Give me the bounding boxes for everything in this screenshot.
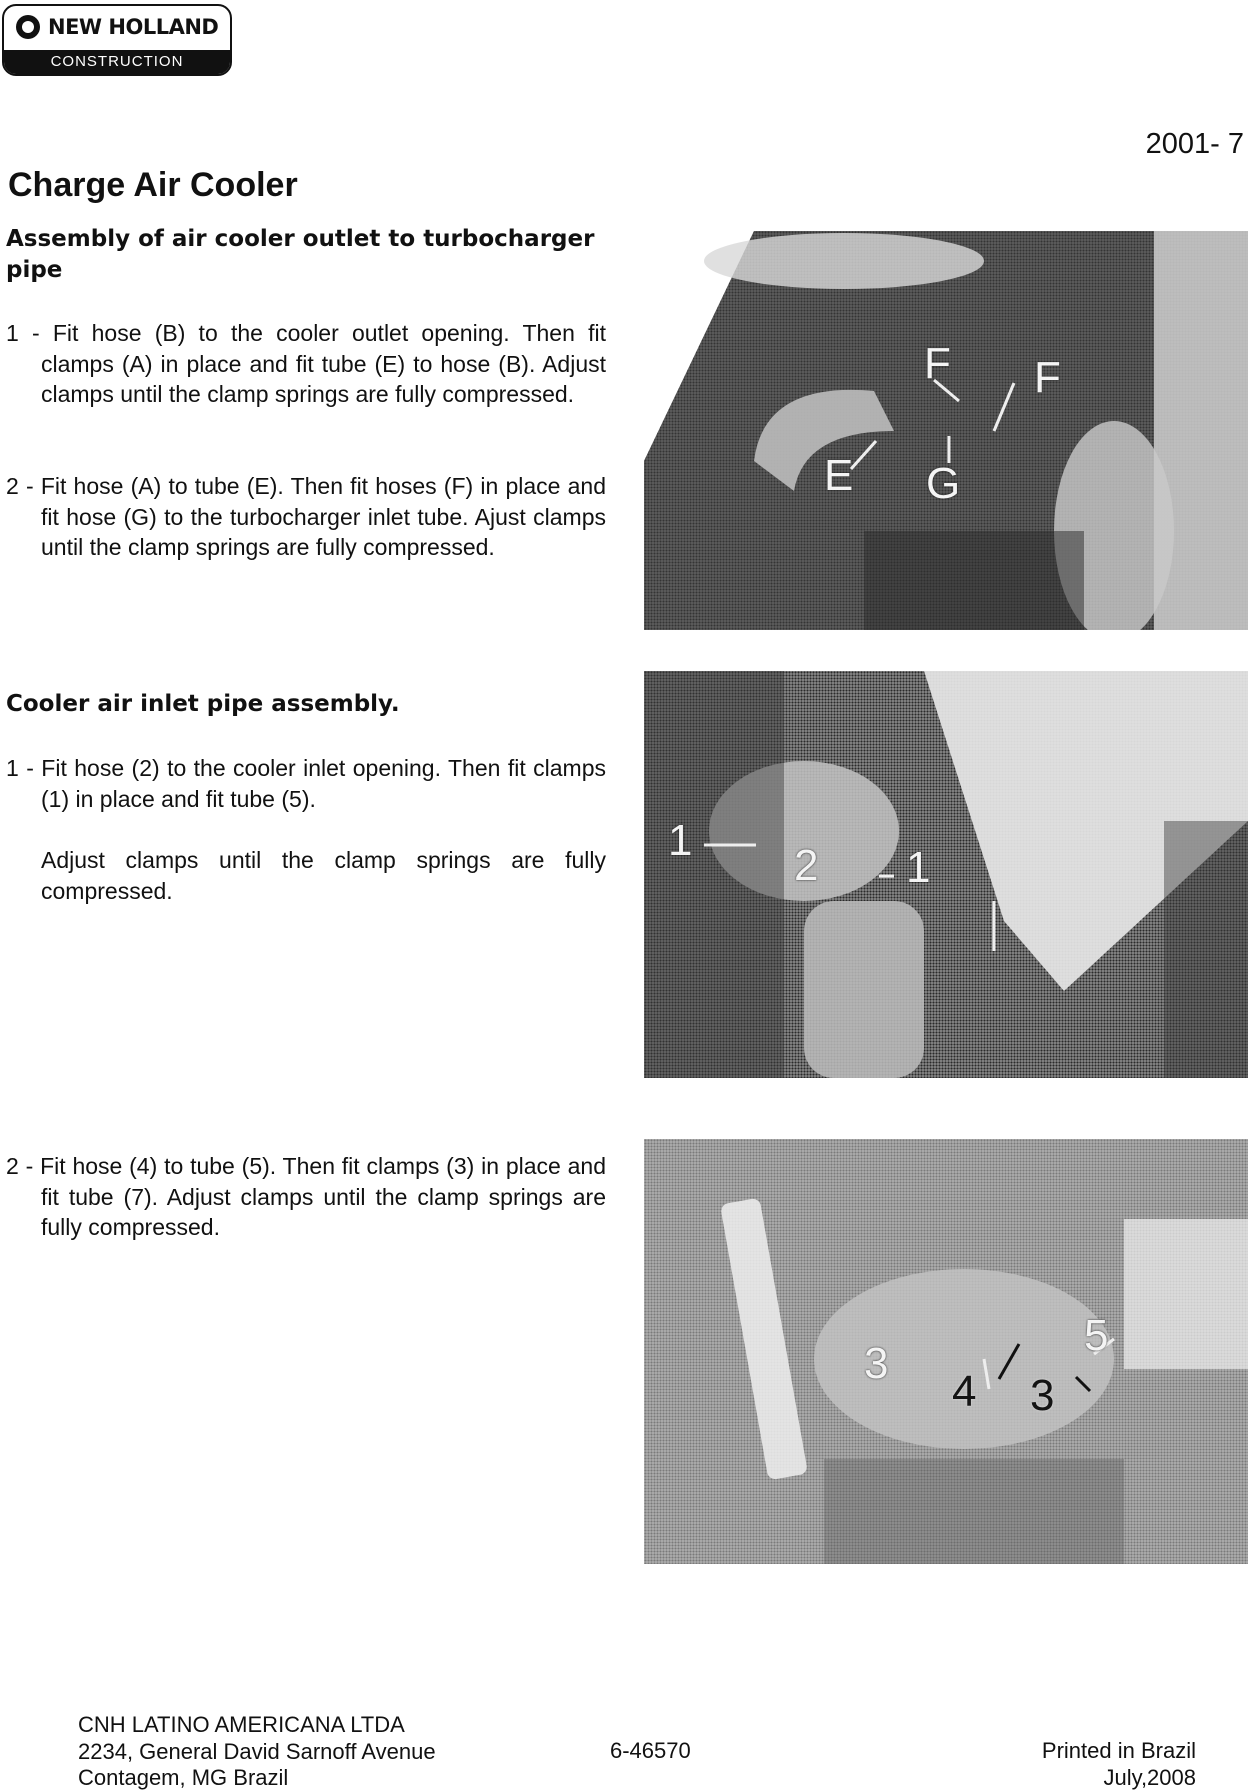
new-holland-logo <box>2 4 232 76</box>
photo-inlet-pipe <box>644 671 1248 1078</box>
photo-tube-assembly-shapes <box>644 1139 1248 1564</box>
step-outlet-1: 1 - Fit hose (B) to the cooler outlet opening. Then fit clamps (A) in place and fit tube (E) to hose (B). Adjust clamps until the clamp springs are fully compressed. <box>6 320 606 408</box>
step-outlet-2: 2 - Fit hose (A) to tube (E). Then fit hoses (F) in place and fit hose (G) to the turbocharger inlet tube. Ajust clamps until the clamp springs are fully compressed. <box>6 473 606 561</box>
step-inlet-2: 2 - Fit hose (4) to tube (5). Then fit clamps (3) in place and fit tube (7). Adjust clamps until the clamp springs are fully compressed. <box>6 1153 606 1241</box>
step-inlet-adjust: Adjust clamps until the clamp springs are fully compressed. <box>41 847 606 904</box>
callout-g: G <box>926 459 961 508</box>
section-heading-inlet-pipe: Cooler air inlet pipe assembly. <box>6 691 400 717</box>
brand-name: NEW HOLLAND <box>48 15 219 39</box>
photo-outlet-pipe <box>644 231 1248 630</box>
photo-outlet-pipe-shapes <box>644 231 1248 630</box>
footer-print-block <box>1042 1738 1196 1791</box>
photo-tube-assembly <box>644 1139 1248 1564</box>
callout-1-left: 1 <box>668 816 693 865</box>
page-number: 2001- 7 <box>1145 128 1244 160</box>
footer-company: CNH LATINO AMERICANA LTDA <box>78 1712 405 1737</box>
callout-5: 5 <box>1084 1311 1109 1360</box>
footer-printed: Printed in Brazil <box>1041 1738 1196 1763</box>
callout-1-right: 1 <box>906 843 931 892</box>
footer-company-block <box>78 1712 436 1792</box>
callout-2: 2 <box>794 841 819 890</box>
callout-3-right: 3 <box>1030 1371 1055 1420</box>
callout-3-left: 3 <box>864 1339 889 1388</box>
callout-4: 4 <box>952 1367 977 1416</box>
footer-city: Contagem, MG Brazil <box>78 1765 289 1790</box>
callout-e: E <box>824 451 854 500</box>
callout-f-1: F <box>924 339 951 388</box>
footer-date: July,2008 <box>1103 1764 1196 1790</box>
section-heading-outlet-pipe: Assembly of air cooler outlet to turbocharger pipe <box>6 226 595 283</box>
page-title: Charge Air Cooler <box>8 166 298 204</box>
step-inlet-1: 1 - Fit hose (2) to the cooler inlet opening. Then fit clamps (1) in place and fit tube (5). <box>6 755 606 812</box>
footer-doc-number: 6-46570 <box>610 1738 691 1763</box>
footer-address: 2234, General David Sarnoff Avenue <box>78 1738 436 1764</box>
photo-inlet-pipe-shapes <box>644 671 1248 1078</box>
callout-f-2: F <box>1034 353 1061 402</box>
brand-division: CONSTRUCTION <box>4 50 230 74</box>
logo-wordmark <box>4 6 230 48</box>
leaf-emblem-icon <box>16 15 40 39</box>
